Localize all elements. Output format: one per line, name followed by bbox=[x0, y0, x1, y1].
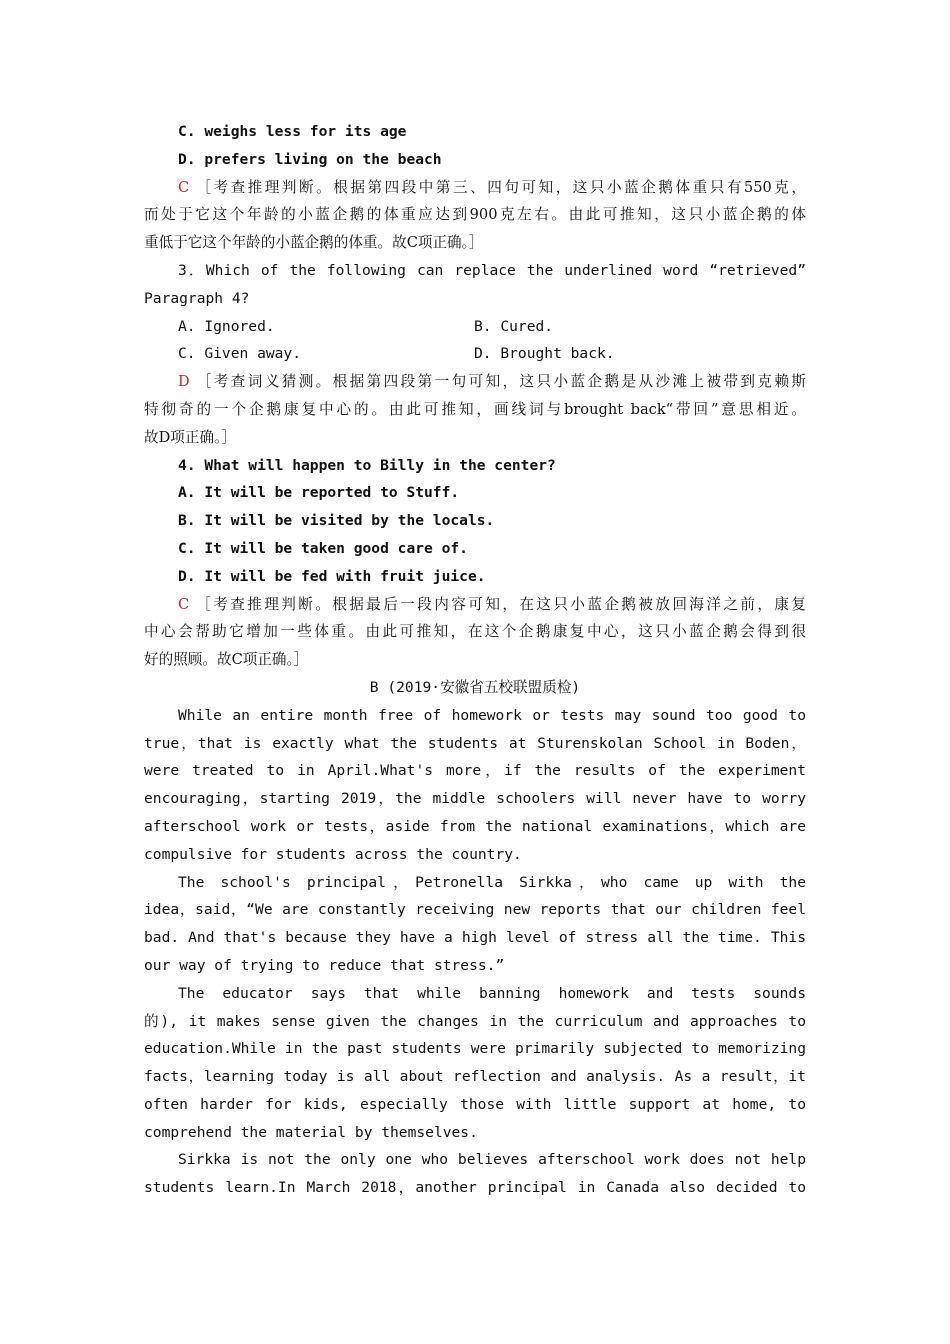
passage-line: encouraging，starting 2019，the middle schoolers will never have to worry bbox=[144, 790, 806, 808]
passage-line: afterschool work or tests，aside from the national examinations，which are bbox=[144, 817, 806, 835]
passage-line: Sirkka is not the only one who believes afterschool work does not help bbox=[178, 1151, 806, 1169]
q4-option-a: A. It will be reported to Stuff. bbox=[178, 484, 460, 502]
passage-line: facts，learning today is all about reflection and analysis. As a result，it bbox=[144, 1068, 806, 1086]
q3-stem-cont: Paragraph 4? bbox=[144, 289, 250, 307]
passage-line: students learn.In March 2018，another principal in Canada also decided to bbox=[144, 1179, 806, 1197]
q2-explanation-line: 而处于它这个年龄的小蓝企鹅的体重应达到900克左右。由此可推知，这只小蓝企鹅的体 bbox=[144, 206, 806, 224]
q2-option-d: D. prefers living on the beach bbox=[178, 150, 442, 168]
q3-stem: 3．Which of the following can replace the underlined word “retrieved” bbox=[178, 261, 806, 279]
passage-line: our way of trying to reduce that stress.” bbox=[144, 956, 505, 974]
passage-line: true，that is exactly what the students at Sturenskolan School in Boden， bbox=[144, 734, 806, 752]
document-page bbox=[144, 118, 806, 1202]
passage-line: The school's principal，Petronella Sirkka，who came up with the bbox=[178, 873, 806, 891]
passage-line: were treated to in April.What's more，if the results of the experiment bbox=[144, 762, 806, 780]
q3-option-a: A. Ignored. bbox=[178, 317, 275, 335]
q3-explanation-line: 特彻奇的一个企鹅康复中心的。由此可推知，画线词与brought back“带回”意思相近。 bbox=[144, 400, 806, 418]
q4-explanation-line: C ［考查推理判断。根据最后一段内容可知，在这只小蓝企鹅被放回海洋之前，康复 bbox=[178, 595, 806, 613]
q3-option-b: B. Cured. bbox=[474, 317, 554, 335]
passage-line: While an entire month free of homework or tests may sound too good to bbox=[178, 706, 806, 724]
passage-line: bad. And that's because they have a high level of stress all the time. This bbox=[144, 929, 806, 947]
q4-answer: C bbox=[178, 595, 190, 613]
q2-option-c: C. weighs less for its age bbox=[178, 123, 407, 140]
q2-explanation-line: C ［考查推理判断。根据第四段中第三、四句可知，这只小蓝企鹅体重只有550克， bbox=[178, 178, 806, 196]
passage-line: idea，said，“We are constantly receiving new reports that our children feel bbox=[144, 901, 806, 919]
q3-option-d: D. Brought back. bbox=[474, 345, 615, 363]
passage-line: comprehend the material by themselves. bbox=[144, 1123, 478, 1141]
q4-option-c: C. It will be taken good care of. bbox=[178, 539, 468, 557]
passage-b-heading: B (2019·安徽省五校联盟质检) bbox=[369, 678, 581, 696]
q3-options-row bbox=[144, 340, 806, 368]
passage-line: The educator says that while banning homework and tests sounds bbox=[178, 984, 806, 1002]
q3-option-c: C. Given away. bbox=[178, 345, 302, 363]
q3-answer: D bbox=[178, 373, 190, 391]
q4-explanation-line: 中心会帮助它增加一些体重。由此可推知，在这个企鹅康复中心，这只小蓝企鹅会得到很 bbox=[144, 623, 806, 641]
q4-option-b: B. It will be visited by the locals. bbox=[178, 512, 495, 530]
passage-line: 的), it makes sense given the changes in the curriculum and approaches to bbox=[144, 1012, 806, 1030]
q2-answer: C bbox=[178, 178, 190, 196]
q2-explanation-line: 重低于它这个年龄的小蓝企鹅的体重。故C项正确。］ bbox=[144, 234, 484, 252]
q4-explanation-line: 好的照顾。故C项正确。］ bbox=[144, 651, 309, 669]
passage-line: compulsive for students across the country. bbox=[144, 845, 522, 863]
q3-explanation-line: 故D项正确。］ bbox=[144, 428, 236, 446]
q4-stem: 4. What will happen to Billy in the center? bbox=[178, 456, 556, 474]
passage-line: education.While in the past students were primarily subjected to memorizing bbox=[144, 1040, 806, 1058]
q3-explanation-line: D ［考查词义猜测。根据第四段第一句可知，这只小蓝企鹅是从沙滩上被带到克赖斯 bbox=[178, 373, 806, 391]
q3-options-row bbox=[144, 313, 806, 341]
passage-line: often harder for kids, especially those with little support at home, to bbox=[144, 1095, 806, 1113]
q4-option-d: D. It will be fed with fruit juice. bbox=[178, 567, 486, 585]
